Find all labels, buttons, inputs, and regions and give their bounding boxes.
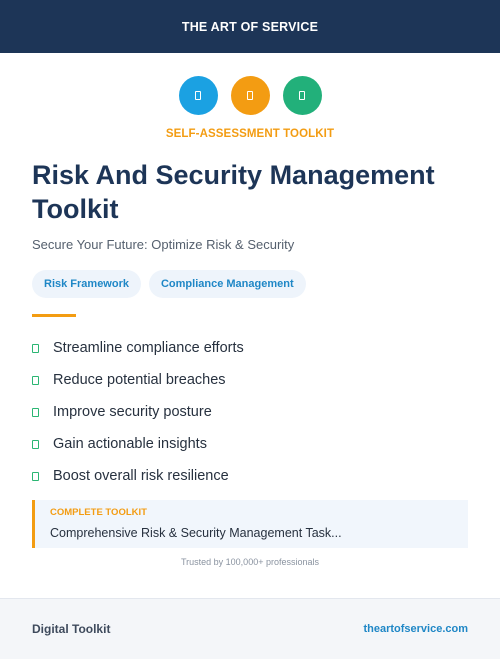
document-icon bbox=[231, 76, 270, 115]
footer bbox=[0, 598, 500, 659]
list-item bbox=[32, 332, 244, 364]
footer-label: Digital Toolkit bbox=[32, 622, 111, 636]
check-icon bbox=[32, 472, 39, 481]
list-item bbox=[32, 364, 244, 396]
benefit-label: Improve security posture bbox=[53, 404, 212, 420]
check-icon bbox=[32, 344, 39, 353]
toolkit-kicker: SELF-ASSESSMENT TOOLKIT bbox=[165, 128, 335, 140]
list-item bbox=[32, 428, 244, 460]
document-icon bbox=[283, 76, 322, 115]
check-icon bbox=[32, 408, 39, 417]
page-subtitle: Secure Your Future: Optimize Risk & Security bbox=[32, 237, 295, 252]
tag-risk-framework[interactable]: Risk Framework bbox=[32, 270, 141, 298]
accent-divider bbox=[32, 314, 76, 317]
check-icon bbox=[32, 376, 39, 385]
benefit-label: Streamline compliance efforts bbox=[53, 340, 244, 356]
website-link[interactable]: theartofservice.com bbox=[363, 623, 468, 635]
benefit-list bbox=[32, 332, 244, 492]
benefit-label: Boost overall risk resilience bbox=[53, 468, 229, 484]
trust-note: Trusted by 100,000+ professionals bbox=[180, 557, 319, 567]
callout-text: Comprehensive Risk & Security Management Task... bbox=[50, 526, 342, 540]
page-title: Risk And Security Management Toolkit bbox=[32, 160, 435, 224]
list-item bbox=[32, 396, 244, 428]
tag-list bbox=[32, 270, 306, 298]
header-bar bbox=[0, 0, 500, 53]
list-item bbox=[32, 460, 244, 492]
complete-toolkit-callout[interactable] bbox=[32, 500, 468, 548]
tag-compliance-management[interactable]: Compliance Management bbox=[149, 270, 306, 298]
callout-kicker: COMPLETE TOOLKIT bbox=[50, 507, 147, 518]
check-icon bbox=[32, 440, 39, 449]
brand-name: THE ART OF SERVICE bbox=[181, 19, 319, 34]
benefit-label: Reduce potential breaches bbox=[53, 372, 226, 388]
document-icon bbox=[179, 76, 218, 115]
icon-row bbox=[0, 76, 500, 115]
benefit-label: Gain actionable insights bbox=[53, 436, 207, 452]
